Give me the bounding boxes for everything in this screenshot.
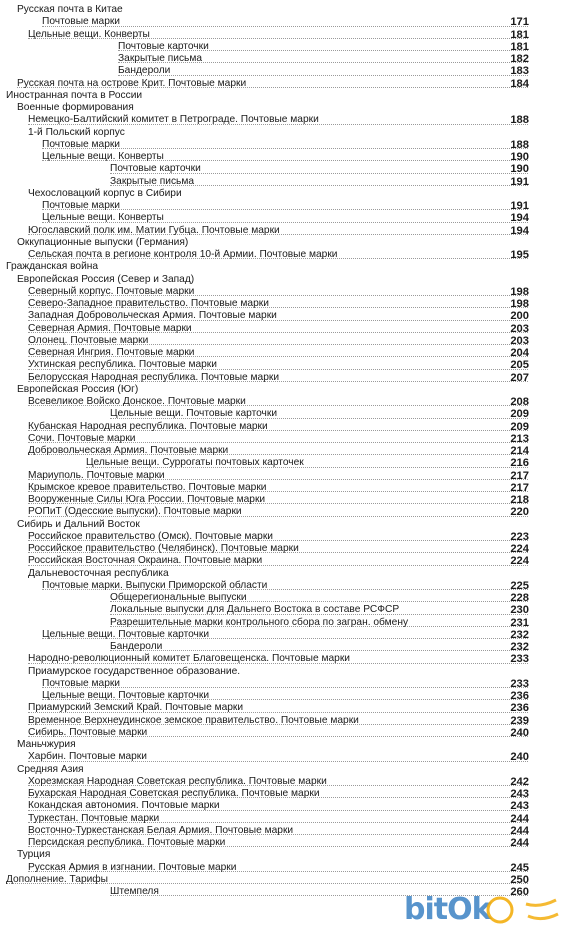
- toc-entry-title: Бандероли: [118, 65, 171, 77]
- toc-entry: [0, 261, 566, 273]
- toc-entry-title: Цельные вещи. Конверты: [28, 28, 150, 40]
- toc-entry-page: 242: [510, 775, 529, 788]
- toc-entry-title: Вооруженные Силы Юга России. Почтовые марки: [28, 494, 266, 505]
- toc-entry-page: 260: [510, 886, 529, 898]
- toc-entry: [0, 543, 566, 555]
- toc-entry-title: Штемпеля: [110, 886, 159, 897]
- toc-entry-page: 190: [510, 163, 529, 176]
- toc-entry: [0, 555, 566, 567]
- toc-entry-title: Гражданская война: [6, 261, 99, 273]
- toc-entry: [0, 176, 566, 188]
- toc-entry: [0, 604, 566, 616]
- toc-entry-title: Кокандская автономия. Почтовые марки: [28, 800, 220, 812]
- toc-entry-title: Дополнение. Тарифы: [6, 873, 109, 885]
- toc-entry-page: 181: [510, 40, 529, 53]
- toc-entry: [0, 359, 566, 371]
- toc-entry: [0, 666, 566, 678]
- toc-entry-title: Локальные выпуски для Дальнего Востока в составе РСФСР: [110, 604, 400, 616]
- toc-entry: [0, 445, 566, 457]
- toc-entry: [0, 813, 566, 825]
- toc-entry: [0, 690, 566, 702]
- toc-entry-page: 218: [510, 494, 529, 506]
- toc-entry-page: 217: [510, 469, 529, 482]
- toc-entry-title: Цельные вещи. Почтовые карточки: [42, 628, 210, 640]
- toc-entry-title: Русская почта в Китае: [17, 4, 123, 15]
- toc-entry-title: Почтовые марки: [42, 138, 121, 150]
- toc-entry: [0, 433, 566, 445]
- toc-entry-title: Общерегиональные выпуски: [110, 592, 247, 603]
- toc-entry-title: Северо-Западное правительство. Почтовые марки: [28, 298, 269, 309]
- toc-entry-title: Кубанская Народная республика. Почтовые марки: [28, 420, 268, 432]
- toc-entry-page: 191: [510, 175, 529, 188]
- toc-entry-title: Приамурский Земский Край. Почтовые марки: [28, 702, 244, 714]
- watermark-logo: [404, 886, 562, 934]
- toc-entry: [0, 408, 566, 420]
- toc-entry-title: Ухтинская республика. Почтовые марки: [28, 359, 217, 371]
- toc-entry-page: 208: [510, 396, 529, 408]
- toc-entry-page: 188: [510, 114, 529, 127]
- toc-entry-title: Европейская Россия (Юг): [17, 383, 139, 395]
- toc-entry: [0, 568, 566, 580]
- toc-entry-title: Западная Добровольческая Армия. Почтовые марки: [28, 310, 277, 322]
- toc-entry: [0, 457, 566, 469]
- toc-entry-page: 236: [510, 702, 529, 715]
- toc-entry-title: Военные формирования: [17, 102, 134, 113]
- toc-entry-page: 244: [510, 837, 529, 849]
- toc-entry: [0, 825, 566, 837]
- toc-entry-title: Почтовые марки: [42, 16, 121, 28]
- toc-entry: [0, 506, 566, 518]
- toc-entry-page: 233: [510, 653, 529, 666]
- toc-entry-title: Дальневосточная республика: [28, 567, 169, 579]
- dot-leader: [118, 75, 528, 76]
- toc-entry: [0, 274, 566, 286]
- toc-entry-title: Закрытые письма: [110, 175, 195, 187]
- toc-entry-page: 239: [510, 714, 529, 727]
- toc-entry: [0, 298, 566, 310]
- toc-entry-title: Олонец. Почтовые марки: [28, 334, 149, 346]
- toc-entry-title: Сибирь и Дальний Восток: [17, 518, 140, 530]
- toc-entry-title: Немецко-Балтийский комитет в Петрограде. Почтовые марки: [28, 114, 319, 126]
- toc-entry-title: РОПиТ (Одесские выпуски). Почтовые марки: [28, 506, 242, 518]
- toc-entry-page: 198: [510, 285, 529, 298]
- toc-entry-title: Цельные вещи. Конверты: [42, 151, 164, 162]
- toc-entry-title: Белорусская Народная республика. Почтовые марки: [28, 371, 280, 383]
- toc-entry-title: Почтовые марки: [42, 200, 121, 211]
- toc-entry-title: Харбин. Почтовые марки: [28, 751, 147, 763]
- toc-entry: [0, 127, 566, 139]
- watermark-text: bitOk: [404, 892, 491, 927]
- toc-entry: [0, 372, 566, 384]
- toc-entry-page: 181: [510, 28, 529, 41]
- toc-entry: [0, 739, 566, 751]
- toc-entry: [0, 249, 566, 261]
- toc-entry-title: Северная Армия. Почтовые марки: [28, 322, 192, 334]
- toc-entry-page: 194: [510, 224, 529, 237]
- toc-entry: [0, 519, 566, 531]
- toc-entry: [0, 323, 566, 335]
- toc-entry-title: Временное Верхнеудинское земское правительство. Почтовые марки: [28, 714, 359, 726]
- toc-entry-page: 200: [510, 310, 529, 323]
- toc-entry-page: 220: [510, 506, 529, 519]
- toc-entry-page: 217: [510, 481, 529, 494]
- toc-entry: [0, 531, 566, 543]
- toc-entry: [0, 862, 566, 874]
- toc-entry: [0, 310, 566, 322]
- toc-entry-title: Российское правительство (Челябинск). Почтовые марки: [28, 543, 299, 554]
- toc-entry: [0, 53, 566, 65]
- toc-entry: [0, 482, 566, 494]
- toc-entry: [0, 237, 566, 249]
- toc-entry-title: Северный корпус. Почтовые марки: [28, 285, 195, 297]
- toc-entry: [0, 470, 566, 482]
- toc-entry-title: Туркестан. Почтовые марки: [28, 812, 160, 824]
- coin-icon: [404, 886, 562, 934]
- toc-entry: [0, 163, 566, 175]
- toc-entry-page: 207: [510, 371, 529, 384]
- toc-entry-title: Средняя Азия: [17, 763, 84, 775]
- toc-entry: [0, 188, 566, 200]
- toc-entry-title: Персидская республика. Почтовые марки: [28, 837, 226, 848]
- toc-entry: [0, 617, 566, 629]
- toc-entry-title: Русская почта на острове Крит. Почтовые марки: [17, 77, 247, 89]
- toc-entry: [0, 151, 566, 163]
- toc-entry: [0, 592, 566, 604]
- toc-entry-title: Югославский полк им. Матии Губца. Почтовые марки: [28, 224, 280, 236]
- toc-entry-page: 233: [510, 677, 529, 690]
- toc-entry-page: 188: [510, 138, 529, 151]
- dot-leader: [110, 650, 528, 651]
- toc-entry-title: Всевеликое Войско Донское. Почтовые марки: [28, 396, 246, 407]
- toc-entry-title: Почтовые карточки: [110, 163, 201, 175]
- toc-entry-page: 183: [510, 65, 529, 78]
- toc-entry-page: 224: [510, 555, 529, 568]
- toc-entry-page: 190: [510, 151, 529, 163]
- toc-entry-page: 209: [510, 420, 529, 433]
- toc-entry-page: 244: [510, 824, 529, 837]
- toc-entry-page: 243: [510, 800, 529, 813]
- toc-entry-title: Крымское кревое правительство. Почтовые марки: [28, 481, 267, 493]
- toc-entry: [0, 16, 566, 28]
- toc-entry: [0, 629, 566, 641]
- toc-entry: [0, 286, 566, 298]
- toc-entry-page: 209: [510, 408, 529, 421]
- toc-entry-page: 204: [510, 347, 529, 359]
- toc-entry: [0, 800, 566, 812]
- toc-entry: [0, 384, 566, 396]
- toc-entry-page: 198: [510, 298, 529, 310]
- toc-entry-page: 182: [510, 53, 529, 65]
- toc-entry-page: 214: [510, 445, 529, 457]
- toc-entry: [0, 727, 566, 739]
- toc-entry: [0, 335, 566, 347]
- toc-entry-page: 203: [510, 322, 529, 335]
- toc-entry: [0, 776, 566, 788]
- toc-entry-page: 194: [510, 212, 529, 225]
- toc-entry-title: Цельные вещи. Почтовые карточки: [42, 690, 210, 701]
- toc-entry: [0, 29, 566, 41]
- toc-entry-page: 213: [510, 432, 529, 445]
- toc-entry-title: Европейская Россия (Север и Запад): [17, 273, 195, 285]
- toc-entry-title: Хорезмская Народная Советская республика. Почтовые марки: [28, 775, 327, 787]
- toc-entry-title: Почтовые марки. Выпуски Приморской области: [42, 579, 268, 591]
- toc-entry-title: Приамурское государственное образование.: [28, 665, 241, 677]
- toc-entry: [0, 65, 566, 77]
- toc-entry-title: Северная Ингрия. Почтовые марки: [28, 347, 195, 358]
- toc-entry-title: Русская Армия в изгнании. Почтовые марки: [28, 861, 237, 873]
- toc-entry-page: 223: [510, 530, 529, 543]
- toc-entry: [0, 78, 566, 90]
- toc-entry: [0, 580, 566, 592]
- toc-entry-title: Российская Восточная Окраина. Почтовые марки: [28, 555, 263, 567]
- toc-entry-title: Сочи. Почтовые марки: [28, 432, 136, 444]
- toc-entry: [0, 102, 566, 114]
- toc-entry-title: Народно-революционный комитет Благовещенска. Почтовые марки: [28, 653, 350, 665]
- toc-entry-page: 225: [510, 579, 529, 592]
- toc-entry: [0, 641, 566, 653]
- toc-entry-title: Почтовые карточки: [118, 40, 209, 52]
- toc-entry-page: 191: [510, 200, 529, 212]
- toc-entry-title: Сибирь. Почтовые марки: [28, 726, 148, 738]
- toc-entry-title: Оккупационные выпуски (Германия): [17, 236, 189, 248]
- toc-entry-page: 216: [510, 457, 529, 470]
- toc-entry-title: Бандероли: [110, 641, 163, 652]
- toc-entry: [0, 764, 566, 776]
- toc-entry: [0, 139, 566, 151]
- toc-entry: [0, 4, 566, 16]
- toc-entry-page: 236: [510, 690, 529, 702]
- toc-entry-page: 230: [510, 604, 529, 617]
- toc-entry: [0, 849, 566, 861]
- toc-entry-page: 184: [510, 77, 529, 90]
- toc-entry-page: 245: [510, 861, 529, 874]
- toc-entry: [0, 653, 566, 665]
- toc-entry: [0, 41, 566, 53]
- toc-entry-page: 240: [510, 751, 529, 764]
- toc-entry-page: 171: [510, 16, 529, 29]
- toc-entry-page: 232: [510, 641, 529, 653]
- toc-entry: [0, 200, 566, 212]
- toc-entry: [0, 114, 566, 126]
- toc-entry-page: 228: [510, 592, 529, 604]
- toc-entry-title: Разрешительные марки контрольного сбора по загран. обмену: [110, 616, 409, 628]
- toc-entry-title: Добровольческая Армия. Почтовые марки: [28, 445, 229, 456]
- toc-entry-title: Цельные вещи. Суррогаты почтовых карточек: [86, 457, 304, 469]
- toc-entry-page: 224: [510, 543, 529, 555]
- toc-entry-title: Маньчжурия: [17, 739, 76, 750]
- toc-entry-title: Российское правительство (Омск). Почтовые марки: [28, 530, 273, 542]
- toc-entry-title: Сельская почта в регионе контроля 10-й Армии. Почтовые марки: [28, 249, 338, 260]
- toc-entry-title: Цельные вещи. Почтовые карточки: [110, 408, 278, 420]
- toc-entry: [0, 421, 566, 433]
- toc-entry-title: Цельные вещи. Конверты: [42, 212, 164, 224]
- toc-entry: [0, 874, 566, 886]
- toc-entry-page: 203: [510, 334, 529, 347]
- toc-entry-page: 240: [510, 726, 529, 739]
- toc-entry: [0, 788, 566, 800]
- toc-entry-page: 205: [510, 359, 529, 372]
- toc-entry-page: 250: [510, 873, 529, 886]
- toc-entry-title: 1-й Польский корпус: [28, 126, 125, 138]
- toc-entry-title: Иностранная почта в России: [6, 89, 143, 101]
- toc-entry: [0, 715, 566, 727]
- toc-entry-page: 232: [510, 628, 529, 641]
- toc-entry-title: Почтовые марки: [42, 677, 121, 689]
- toc-entry-title: Чехословацкий корпус в Сибири: [28, 187, 182, 199]
- toc-entry: [0, 396, 566, 408]
- toc-entry: [0, 494, 566, 506]
- toc-entry: [0, 90, 566, 102]
- toc-entry-page: 244: [510, 812, 529, 825]
- toc-entry: [0, 212, 566, 224]
- toc-entry: [0, 678, 566, 690]
- toc-entry-page: 231: [510, 616, 529, 629]
- toc-entry-title: Мариуполь. Почтовые марки: [28, 469, 165, 481]
- table-of-contents: [0, 4, 566, 898]
- toc-entry-title: Турция: [17, 849, 51, 861]
- toc-entry-title: Бухарская Народная Советская республика. Почтовые марки: [28, 788, 320, 799]
- toc-entry-title: Восточно-Туркестанская Белая Армия. Почтовые марки: [28, 824, 294, 836]
- toc-entry-page: 195: [510, 249, 529, 261]
- toc-entry: [0, 347, 566, 359]
- toc-entry: [0, 225, 566, 237]
- toc-entry: [0, 702, 566, 714]
- toc-entry-page: 243: [510, 788, 529, 800]
- toc-entry: [0, 751, 566, 763]
- toc-entry-title: Закрытые письма: [118, 53, 203, 64]
- toc-entry: [0, 837, 566, 849]
